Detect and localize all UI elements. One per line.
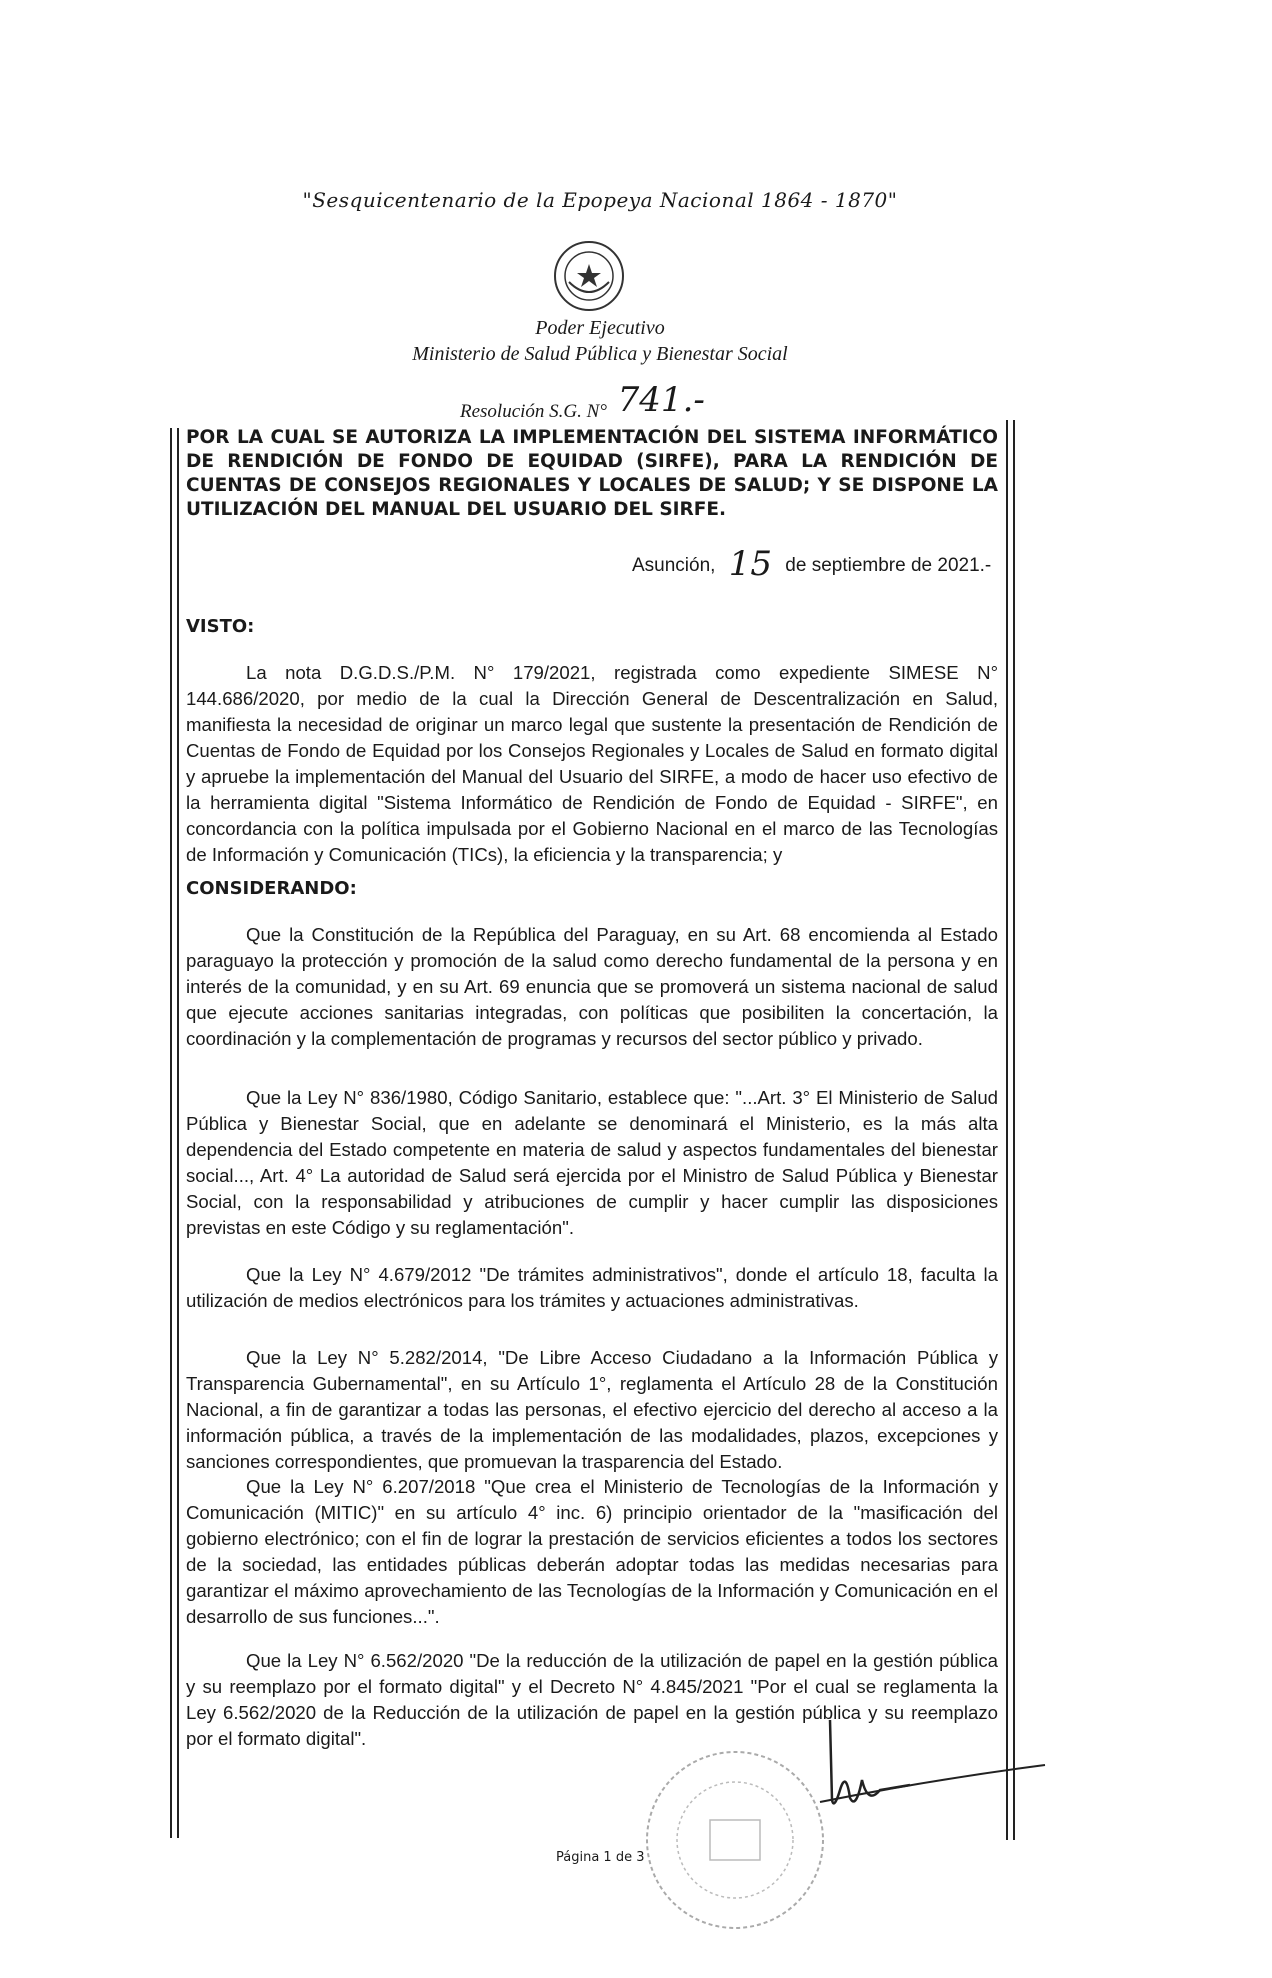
official-stamp-icon (640, 1745, 830, 1935)
branch-heading: Poder Ejecutivo (535, 317, 665, 339)
considerando-paragraph-3: Que la Ley N° 4.679/2012 "De trámites administrativos", donde el artículo 18, faculta la utilización de medios electrónicos para los trámites y actuaciones administrativas. (186, 1264, 998, 1311)
considerando-paragraph-2: Que la Ley N° 836/1980, Código Sanitario, establece que: "...Art. 3° El Ministerio de Salud Pública y Bienestar Social, que en adelante se denominará el Ministerio, es la más alta dependencia del Estado competente en materia de salud y aspectos fundamentales del bienestar social..., Art. 4° La autoridad de Salud será ejercida por el Ministro de Salud Pública y Bienestar Social, con la responsabilidad y atribuciones de cumplir y hacer cumplir las disposiciones previstas en este Código y su reglamentación". (186, 1087, 998, 1238)
visto-heading: VISTO: (186, 616, 255, 637)
date-prefix: Asunción, (632, 555, 716, 576)
resolution-number: 741.- (617, 380, 705, 420)
date-day: 15 (728, 544, 772, 584)
considerando-paragraph-1: Que la Constitución de la República del Paraguay, en su Art. 68 encomienda al Estado paraguayo la protección y promoción de la salud como derecho fundamental de la persona y en interés de la comunidad, y en su Art. 69 enuncia que se promoverá un sistema nacional de salud que ejecute acciones sanitarias integradas, con políticas que posibiliten la concertación, la coordinación y la complementación de programas y recursos del sector público y privado. (186, 924, 998, 1049)
signature-icon (810, 1710, 1050, 1820)
page-number: Página 1 de 3 (556, 1850, 645, 1865)
considerando-paragraph-5: Que la Ley N° 6.207/2018 "Que crea el Ministerio de Tecnologías de la Información y Comunicación (MITIC)" en su artículo 4° inc. 6) principio orientador de la "masificación del gobierno electrónico; con el fin de lograr la prestación de servicios eficientes a todos los sectores de la sociedad, las entidades públicas deberán adoptar todas las medidas necesarias para garantizar el máximo aprovechamiento de las Tecnologías de la Información y Comunicación en el desarrollo de sus funciones...". (186, 1476, 998, 1627)
national-seal-icon (551, 238, 627, 314)
ministry-heading: Ministerio de Salud Pública y Bienestar Social (412, 343, 788, 365)
resolution-label: Resolución S.G. N° (460, 401, 607, 422)
considerando-heading: CONSIDERANDO: (186, 878, 357, 899)
visto-paragraph: La nota D.G.D.S./P.M. N° 179/2021, registrada como expediente SIMESE N° 144.686/2020, por medio de la cual la Dirección General de Descentralización en Salud, manifiesta la necesidad de originar un marco legal que sustente la presentación de Rendición de Cuentas de Fondo de Equidad por los Consejos Regionales y Locales de Salud en formato digital y apruebe la implementación del Manual del Usuario del SIRFE, a modo de hacer uso efectivo de la herramienta digital "Sistema Informático de Rendición de Fondo de Equidad - SIRFE", en concordancia con la política impulsada por el Gobierno Nacional en el marco de las Tecnologías de Información y Comunicación (TICs), la eficiencia y la transparencia; y (186, 662, 998, 865)
national-motto: "Sesquicentenario de la Epopeya Nacional 1864 - 1870" (302, 188, 898, 212)
date-line (632, 540, 992, 584)
resolution-line (460, 380, 705, 426)
considerando-paragraph-6: Que la Ley N° 6.562/2020 "De la reducción de la utilización de papel en la gestión pública y su reemplazo por el formato digital" y el Decreto N° 4.845/2021 "Por el cual se reglamenta la Ley 6.562/2020 de la Reducción de la utilización de papel en la gestión pública y su reemplazo por el formato digital". (186, 1650, 998, 1749)
considerando-paragraph-4: Que la Ley N° 5.282/2014, "De Libre Acceso Ciudadano a la Información Pública y Transparencia Gubernamental", en su Artículo 1°, reglamenta el Artículo 28 de la Constitución Nacional, a fin de garantizar a todas las personas, el efectivo ejercicio del derecho al acceso a la información pública, a través de la implementación de las modalidades, plazos, excepciones y sanciones correspondientes, que promuevan la trasparencia del Estado. (186, 1347, 998, 1472)
right-margin-rule (1006, 420, 1015, 1840)
date-suffix: de septiembre de 2021.- (785, 555, 992, 576)
left-margin-rule (170, 428, 179, 1838)
resolution-title: POR LA CUAL SE AUTORIZA LA IMPLEMENTACIÓN DEL SISTEMA INFORMÁTICO DE RENDICIÓN DE FONDO DE EQUIDAD (SIRFE), PARA LA RENDICIÓN DE CUENTAS DE CONSEJOS REGIONALES Y LOCALES DE SALUD; Y SE DISPONE LA UTILIZACIÓN DEL MANUAL DEL USUARIO DEL SIRFE. (186, 427, 998, 520)
